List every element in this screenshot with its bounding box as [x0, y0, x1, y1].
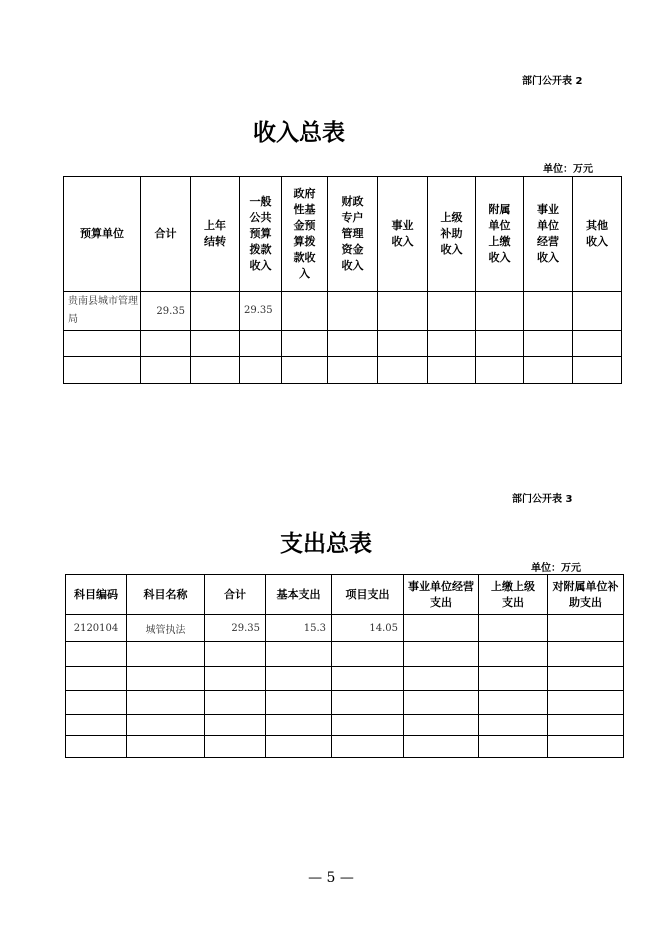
cell: 29.35 — [240, 292, 282, 331]
header-cell: 上级补助收入 — [428, 177, 476, 292]
cell: 贵南县城市管理局 — [64, 292, 141, 331]
header-cell: 预算单位 — [64, 177, 141, 292]
cell: 2120104 — [66, 615, 127, 642]
income-unit: 单位：万元 — [543, 164, 593, 175]
header-cell: 事业单位经营支出 — [404, 575, 479, 615]
cell: 城管执法 — [127, 615, 205, 642]
header-cell: 合计 — [205, 575, 266, 615]
income-title: 收入总表 — [253, 119, 345, 146]
expense-header-row — [66, 575, 624, 615]
header-cell: 基本支出 — [266, 575, 332, 615]
table-row — [64, 331, 622, 357]
header-cell: 一般公共预算拨款收入 — [240, 177, 282, 292]
header-cell: 合计 — [141, 177, 191, 292]
header-cell: 上缴上级支出 — [479, 575, 548, 615]
header-cell: 事业收入 — [378, 177, 428, 292]
cell: 14.05 — [332, 615, 404, 642]
table-row — [64, 292, 622, 331]
table-row — [66, 715, 624, 736]
header-cell: 财政专户管理资金收入 — [328, 177, 378, 292]
table-row — [66, 691, 624, 715]
header-cell: 上年结转 — [191, 177, 240, 292]
cell — [479, 615, 548, 642]
cell — [191, 292, 240, 331]
header-cell: 附属单位上缴收入 — [476, 177, 524, 292]
header-cell: 事业单位经营收入 — [524, 177, 573, 292]
cell — [404, 615, 479, 642]
page-number: — 5 — — [308, 870, 354, 886]
income-table — [63, 176, 622, 384]
expense-table — [65, 574, 624, 758]
cell — [548, 615, 624, 642]
cell — [476, 292, 524, 331]
header-cell: 对附属单位补助支出 — [548, 575, 624, 615]
table-row — [66, 667, 624, 691]
income-header-row — [64, 177, 622, 292]
expense-table-tag: 部门公开表 3 — [512, 494, 573, 505]
cell — [378, 292, 428, 331]
cell: 29.35 — [205, 615, 266, 642]
income-table-tag: 部门公开表 2 — [522, 76, 583, 87]
cell: 29.35 — [141, 292, 191, 331]
table-row — [66, 736, 624, 758]
header-cell: 科目名称 — [127, 575, 205, 615]
cell — [573, 292, 622, 331]
cell: 15.3 — [266, 615, 332, 642]
header-cell: 项目支出 — [332, 575, 404, 615]
expense-title: 支出总表 — [280, 530, 372, 557]
table-row — [66, 615, 624, 642]
header-cell: 其他收入 — [573, 177, 622, 292]
cell — [282, 292, 328, 331]
header-cell: 科目编码 — [66, 575, 127, 615]
cell — [428, 292, 476, 331]
header-cell: 政府性基金预算拨款收入 — [282, 177, 328, 292]
cell — [524, 292, 573, 331]
table-row — [66, 642, 624, 667]
expense-unit: 单位：万元 — [531, 563, 581, 574]
cell — [328, 292, 378, 331]
table-row — [64, 357, 622, 384]
